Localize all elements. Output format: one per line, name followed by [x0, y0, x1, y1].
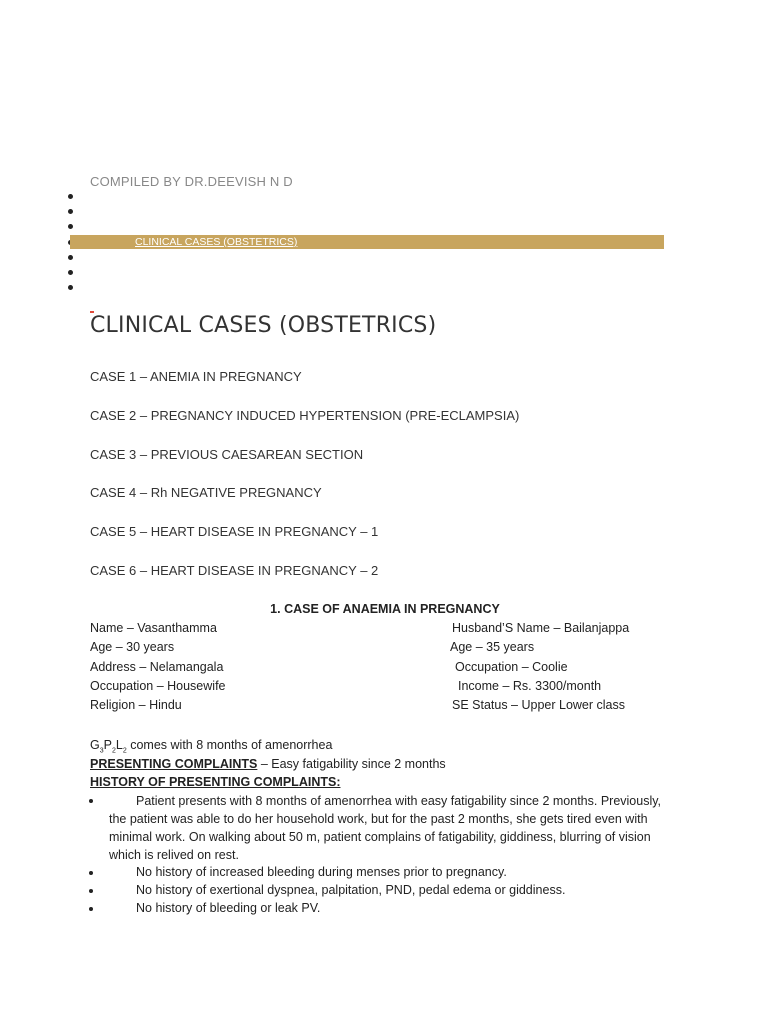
- active-nav-bar: [70, 235, 664, 249]
- case-list-item[interactable]: CASE 3 – PREVIOUS CAESAREAN SECTION: [90, 447, 364, 462]
- patient-occupation: Occupation – Housewife: [90, 679, 226, 693]
- husband-occupation: Occupation – Coolie: [455, 660, 568, 674]
- husband-age: Age – 35 years: [450, 640, 535, 654]
- history-item: No history of increased bleeding during menses prior to pregnancy.: [136, 865, 507, 879]
- case-heading: 1. CASE OF ANAEMIA IN PREGNANCY: [270, 602, 500, 616]
- obstetric-score: $G_3P_2L_2$ comes with 8 months of amenorrhea: [90, 738, 333, 755]
- history-item: No history of exertional dyspnea, palpitation, PND, pedal edema or giddiness.: [136, 883, 566, 897]
- nav-bullet[interactable]: [68, 224, 73, 229]
- presenting-complaints-label: PRESENTING COMPLAINTS: [90, 757, 258, 771]
- income: Income – Rs. 3300/month: [458, 679, 602, 693]
- case-list-item[interactable]: CASE 6 – HEART DISEASE IN PREGNANCY – 2: [90, 563, 379, 578]
- presenting-complaints: [90, 757, 446, 771]
- se-status: SE Status – Upper Lower class: [452, 698, 625, 712]
- patient-name: Name – Vasanthamma: [90, 621, 217, 635]
- patient-address: Address – Nelamangala: [90, 660, 224, 674]
- nav-link-clinical-cases[interactable]: CLINICAL CASES (OBSTETRICS): [135, 236, 298, 248]
- patient-religion: Religion – Hindu: [90, 698, 182, 712]
- presenting-complaints-text: – Easy fatigability since 2 months: [257, 757, 446, 771]
- history-item: Patient presents with 8 months of amenorrhea with easy fatigability since 2 months. Previously, the patient was able to do her household work, but for the past 2 months, she gets tired even with minimal work. On walking about 50 m, patient complains of fatigability, giddiness, blurring of vision which is relived on rest.: [109, 794, 662, 862]
- bullet: [89, 907, 93, 911]
- bullet: [89, 871, 93, 875]
- compiled-by-text: COMPILED BY DR.DEEVISH N D: [90, 174, 293, 189]
- case-list-item[interactable]: CASE 2 – PREGNANCY INDUCED HYPERTENSION (PRE-ECLAMPSIA): [90, 408, 520, 423]
- history-item: No history of bleeding or leak PV.: [136, 901, 321, 915]
- case-list-item[interactable]: CASE 5 – HEART DISEASE IN PREGNANCY – 1: [90, 524, 379, 539]
- nav-bullet[interactable]: [68, 194, 73, 199]
- nav-bullet[interactable]: [68, 285, 73, 290]
- husband-name: Husband’S Name – Bailanjappa: [452, 621, 630, 635]
- patient-age: Age – 30 years: [90, 640, 175, 654]
- nav-bullet[interactable]: [68, 209, 73, 214]
- history-heading: HISTORY OF PRESENTING COMPLAINTS:: [90, 775, 341, 789]
- bullet: [89, 799, 93, 803]
- nav-bullet[interactable]: [68, 255, 73, 260]
- case-list-item[interactable]: CASE 4 – Rh NEGATIVE PREGNANCY: [90, 485, 322, 500]
- case-list-item[interactable]: CASE 1 – ANEMIA IN PREGNANCY: [90, 369, 302, 384]
- page-title: CLINICAL CASES (OBSTETRICS): [90, 313, 437, 338]
- nav-bullet[interactable]: [68, 270, 73, 275]
- bullet: [89, 889, 93, 893]
